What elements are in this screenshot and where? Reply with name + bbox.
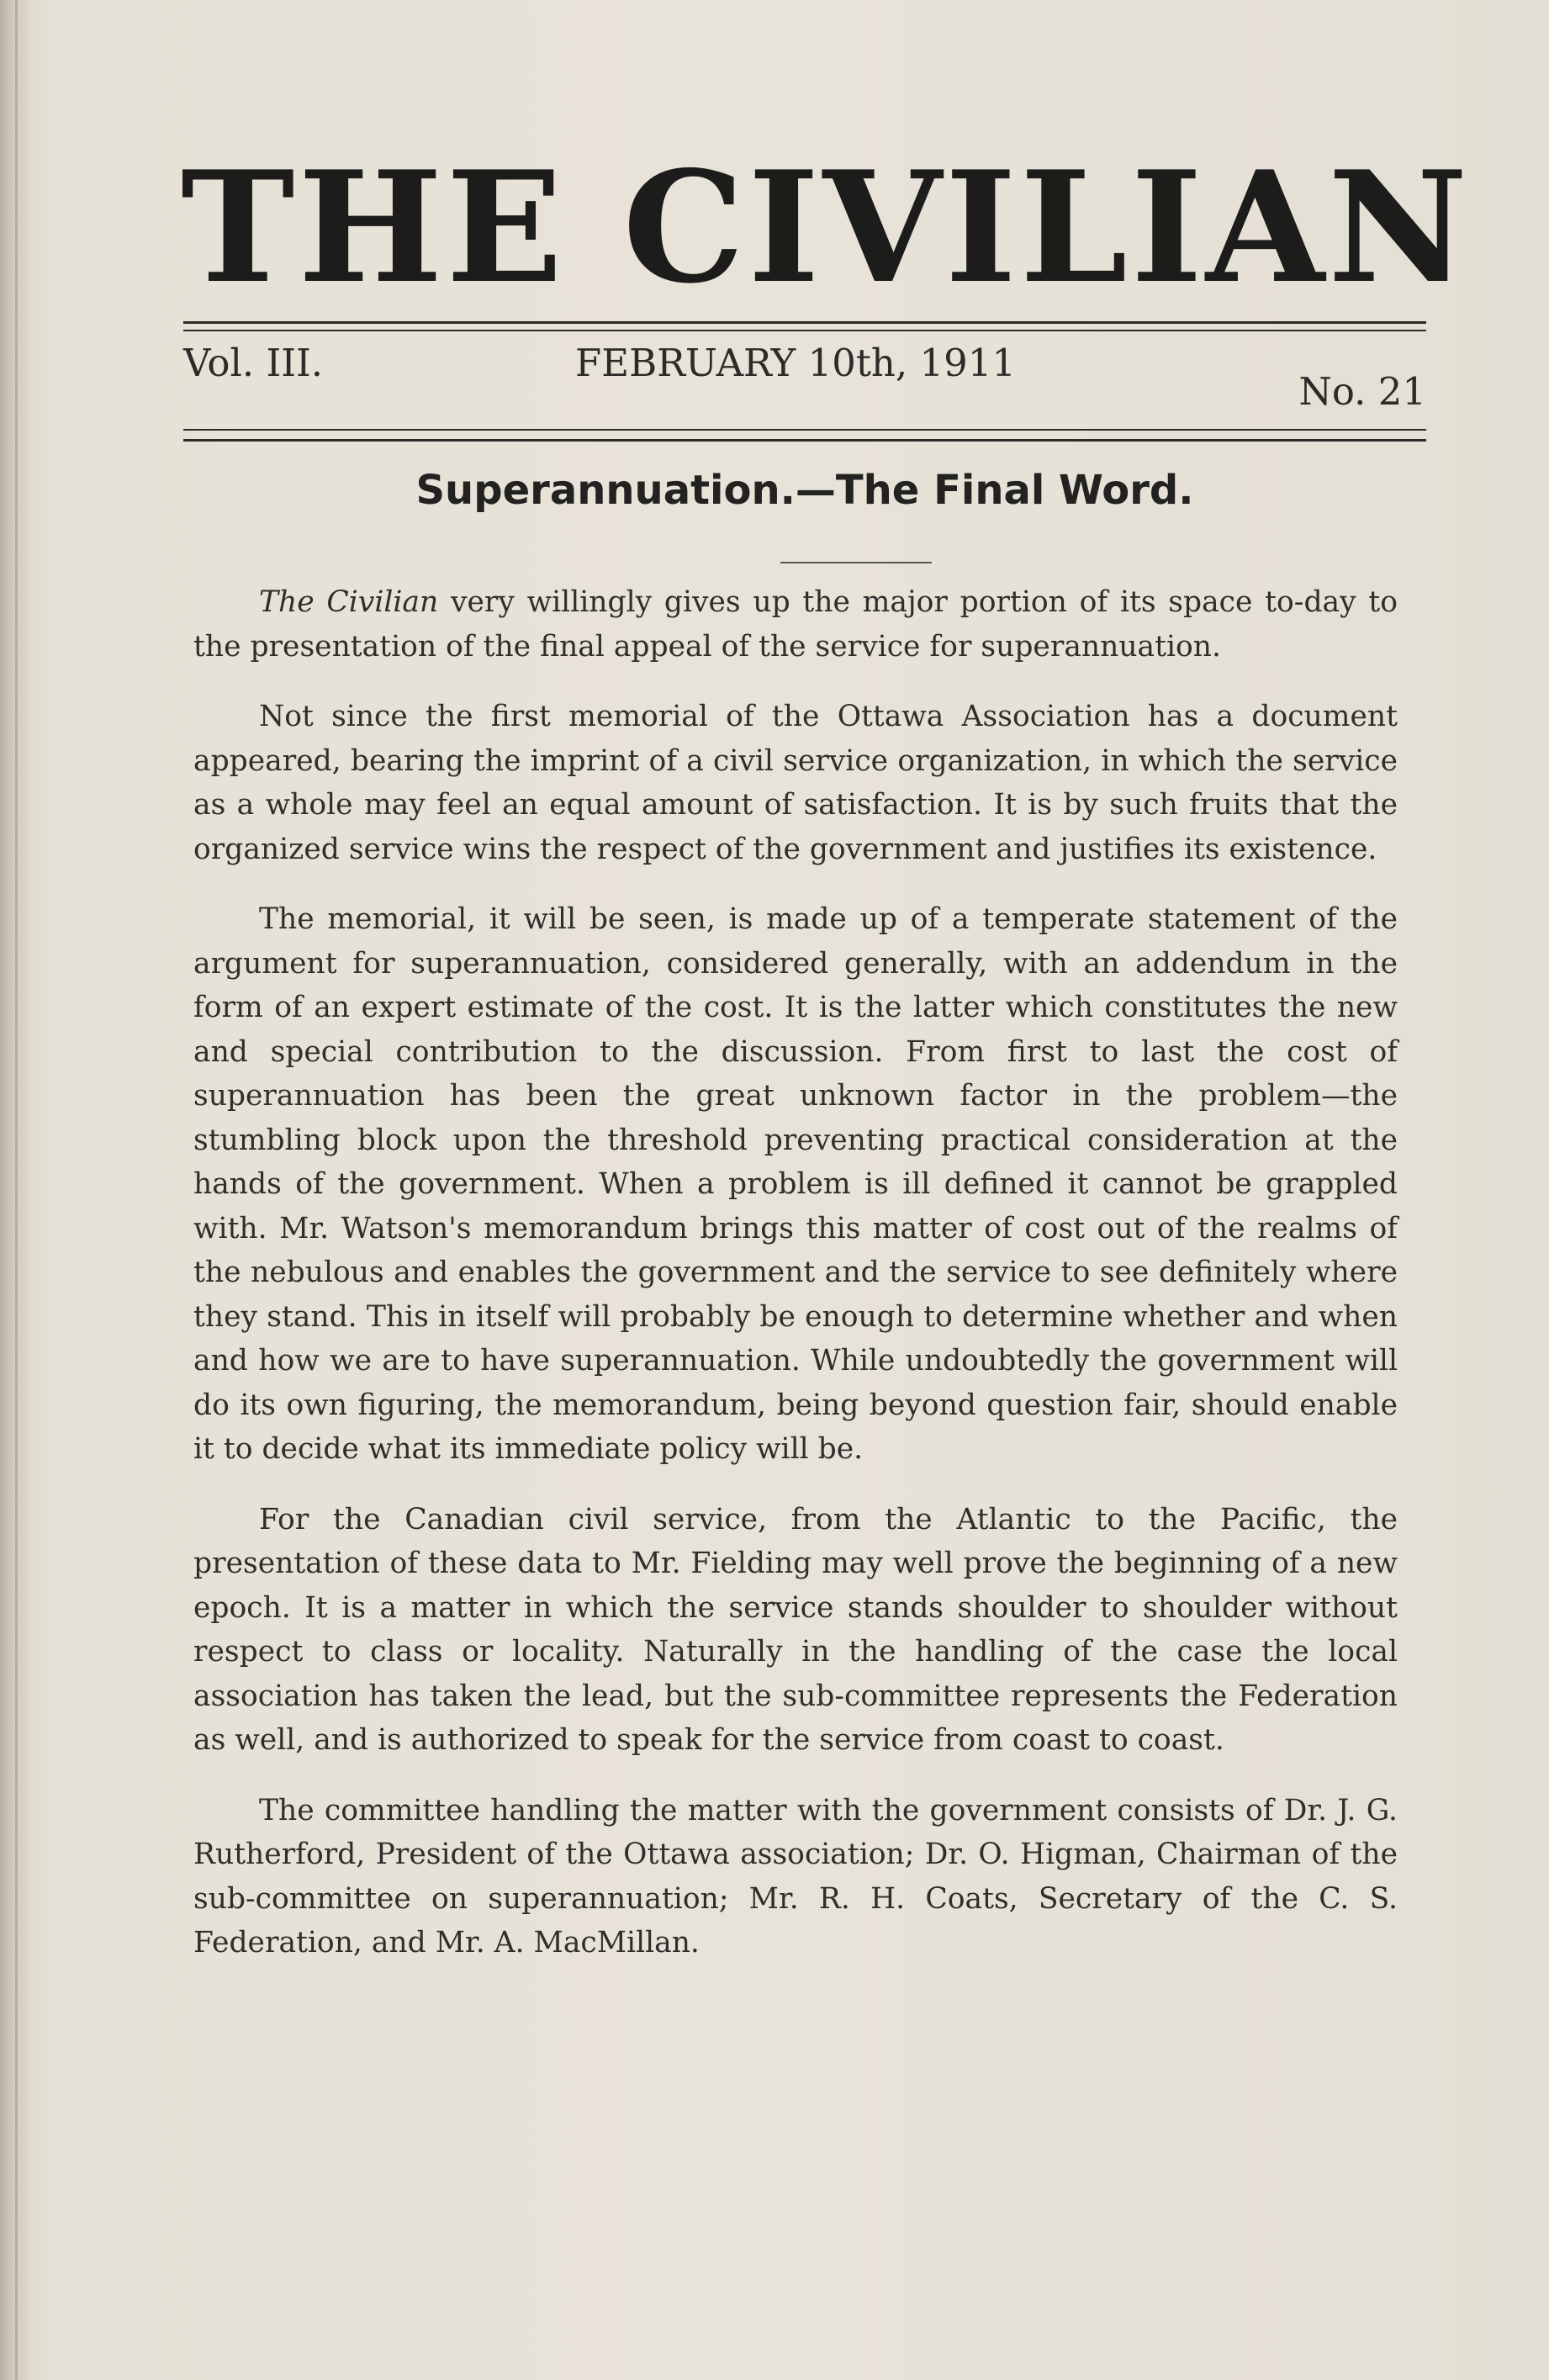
paragraph-4: For the Canadian civil service, from the Atlantic to the Pacific, the presentation of these data to Mr. Fielding may well prove the beginning of a new epoch. It is a matter in which the service stands shoulder to shoulder without respect to class or locality. Naturally in the handling of the case the local association has taken the lead, but the sub-committee represents the Federation as well, and is authorized to speak for the service from coast to coast. xyxy=(193,1502,1398,1757)
volume-label: Vol. III. xyxy=(183,341,324,385)
masthead-rule-top xyxy=(183,321,1426,324)
issue-line xyxy=(183,341,1426,414)
masthead-rule-bottom xyxy=(183,439,1426,442)
spine-fold-line xyxy=(15,0,18,2380)
masthead-title: THE CIVILIAN xyxy=(181,137,1472,317)
article-headline: Superannuation.—The Final Word. xyxy=(415,467,1194,514)
paragraph-1-text: very willingly gives up the major portion of its space to-day to the presentation of the final appeal of the service for superannuation. xyxy=(193,585,1398,664)
issue-number: No. 21 xyxy=(1298,369,1426,414)
paragraph-5: The committee handling the matter with the government consists of Dr. J. G. Rutherford, President of the Ottawa association; Dr. O. Higman, Chairman of the sub-committee on superannuation; Mr. R. H. Coats, Secretary of the C. S. Federation, and Mr. A. MacMillan. xyxy=(193,1793,1398,1960)
headline-divider xyxy=(780,562,932,563)
issue-date: FEBRUARY 10th, 1911 xyxy=(575,341,1017,385)
publication-name: The Civilian xyxy=(259,585,439,619)
page-spine xyxy=(0,0,29,2380)
masthead-rule-bottom-thin xyxy=(183,429,1426,431)
masthead-rule-top-thin xyxy=(183,330,1426,331)
paragraph-1 xyxy=(193,580,1398,669)
paragraph-3: The memorial, it will be seen, is made up of a temperate statement of the argument for superannuation, considered generally, with an addendum in the form of an expert estimate of the cost. It is the latter which constitutes the new and special contribution to the discussion. From first to last the cost of superannuation has been the great unknown factor in the problem—the stumbling block upon the threshold preventing practical consideration at the hands of the government. When a problem is ill defined it cannot be grappled with. Mr. Watson's memorandum brings this matter of cost out of the realms of the nebulous and enables the government and the service to see definitely where they stand. This in itself will probably be enough to determine whether and when and how we are to have superannuation. While undoubtedly the government will do its own figuring, the memorandum, being beyond question fair, should enable it to decide what its immediate policy will be. xyxy=(193,902,1398,1466)
paragraph-2: Not since the first memorial of the Ottawa Association has a document appeared, bearing the imprint of a civil service organization, in which the service as a whole may feel an equal amount of satisfaction. It is by such fruits that the organized service wins the respect of the government and justifies its existence. xyxy=(193,700,1398,866)
article-body xyxy=(193,580,1398,1991)
